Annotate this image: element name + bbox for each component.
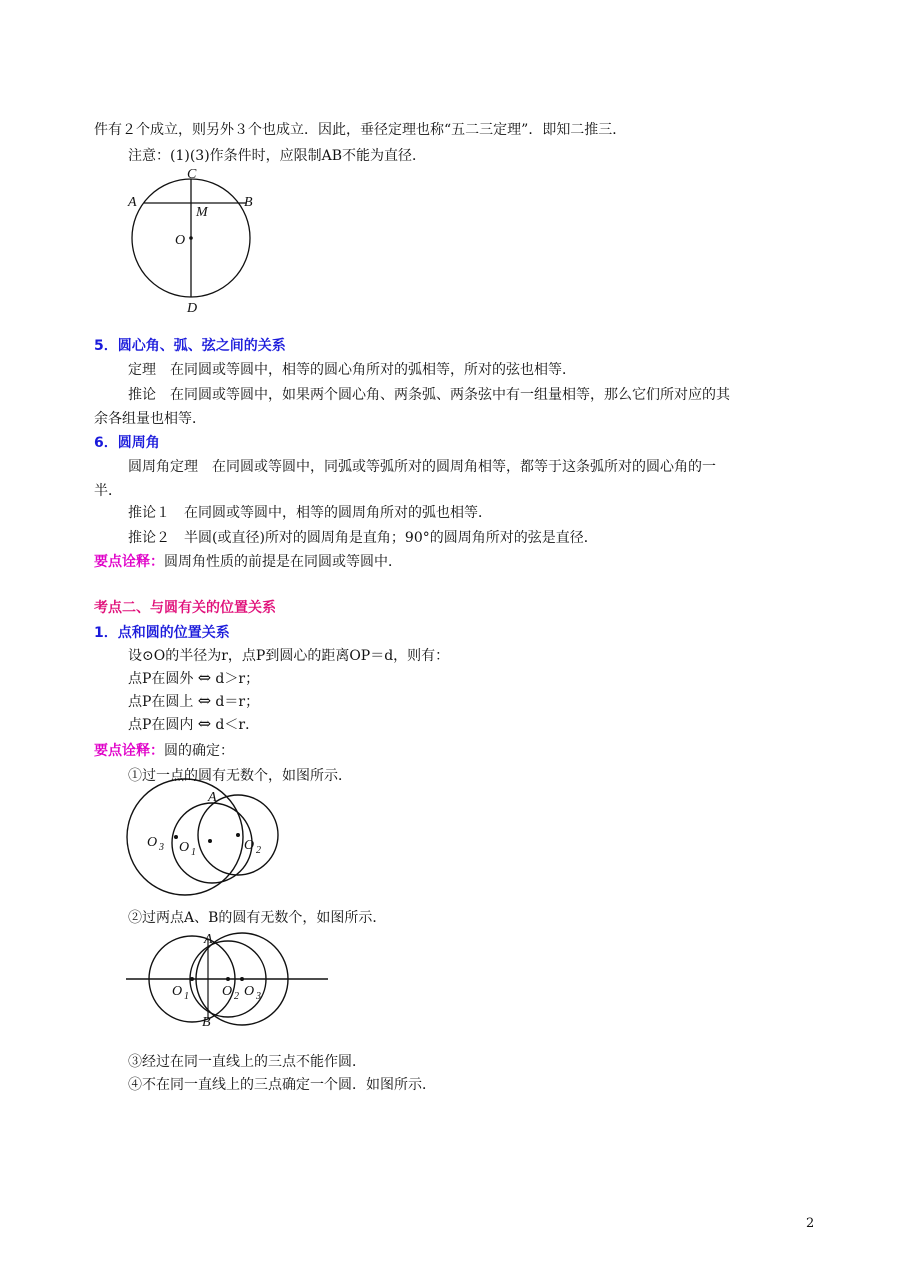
point-inside-line (128, 714, 259, 735)
label-a: A (208, 790, 217, 805)
figure-perpendicular-diameter (120, 160, 270, 320)
label-a: A (128, 195, 137, 210)
center-o1 (190, 977, 194, 981)
item-3: ③经过在同一直线上的三点不能作圆． (128, 1054, 366, 1070)
iff-icon: ⇔ (197, 691, 212, 710)
label-b: B (244, 195, 253, 210)
label-o: O (175, 233, 186, 248)
center-o2 (236, 833, 240, 837)
section-6-corollary-1: 推论１ 在同圆或等圆中，相等的圆周角所对的弧也相等． (128, 505, 492, 521)
key-note-text: 圆周角性质的前提是在同圆或等圆中． (164, 554, 402, 570)
label-o2: O (244, 838, 255, 853)
label-o1-sub: 1 (191, 847, 196, 858)
section-5-theorem: 定理 在同圆或等圆中，相等的圆心角所对的弧相等，所对的弦也相等． (128, 362, 576, 378)
section-6-corollary-2: 推论２ 半圆(或直径)所对的圆周角是直角；90°的圆周角所对的弦是直径． (128, 530, 598, 546)
item-2: ②过两点A、B的圆有无数个，如图所示． (128, 910, 387, 926)
section-6-title: 6．圆周角 (94, 435, 160, 451)
center-o2 (226, 977, 230, 981)
label-o1: O (172, 984, 183, 999)
item-4: ④不在同一直线上的三点确定一个圆．如图所示． (128, 1077, 436, 1093)
page-number: 2 (806, 1216, 815, 1231)
label-o2-sub: 2 (256, 845, 261, 856)
label-o3-sub: 3 (256, 991, 261, 1002)
item-1: ①过一点的圆有无数个，如图所示． (128, 768, 352, 784)
key-note-2 (94, 741, 234, 761)
center-point (189, 236, 193, 240)
label-o3: O (244, 984, 255, 999)
key-note-label: 要点诠释： (94, 743, 164, 759)
label-b: B (202, 1015, 211, 1030)
paragraph-continuation: 件有２个成立，则另外３个也成立．因此，垂径定理也称“五二三定理”．即知二推三． (94, 122, 627, 138)
point-on-line (128, 691, 259, 712)
label-c: C (187, 167, 197, 182)
figure-circles-through-two-points (120, 925, 340, 1030)
exam-point-2-title: 考点二、与圆有关的位置关系 (94, 600, 276, 616)
condition-text: 点P在圆上 (128, 694, 194, 710)
section-5-corollary-cont: 余各组量也相等． (94, 411, 206, 427)
label-o3-sub: 3 (159, 842, 164, 853)
relation-text: d＞r； (215, 671, 260, 687)
section-5-corollary: 推论 在同圆或等圆中，如果两个圆心角、两条弧、两条弦中有一组量相等，那么它们所对应的其 (128, 387, 730, 403)
iff-icon: ⇔ (197, 714, 212, 733)
section-6-theorem: 圆周角定理 在同圆或等圆中，同弧或等弧所对的圆周角相等，都等于这条弧所对的圆心角的一 (128, 459, 716, 475)
label-d: D (187, 301, 198, 316)
label-o2: O (222, 984, 233, 999)
relation-text: d＝r； (215, 694, 260, 710)
key-note-1 (94, 552, 402, 572)
key-note-label: 要点诠释： (94, 554, 164, 570)
key-note-text: 圆的确定： (164, 743, 234, 759)
iff-icon: ⇔ (197, 668, 212, 687)
label-o3: O (147, 835, 158, 850)
center-o3 (174, 835, 178, 839)
relation-text: d＜r． (215, 717, 260, 733)
center-o1 (208, 839, 212, 843)
point-outside-line (128, 668, 259, 689)
label-o1: O (179, 840, 190, 855)
note-line: 注意：(1)(3)作条件时，应限制AB不能为直径． (128, 148, 427, 164)
section-5-title: 5．圆心角、弧、弦之间的关系 (94, 338, 286, 354)
subsection-1-title: 1．点和圆的位置关系 (94, 625, 230, 641)
label-a: A (204, 932, 213, 947)
section-6-theorem-cont: 半． (94, 483, 122, 499)
center-o3 (240, 977, 244, 981)
label-m: M (196, 205, 208, 220)
label-o2-sub: 2 (234, 991, 239, 1002)
condition-text: 点P在圆外 (128, 671, 194, 687)
condition-text: 点P在圆内 (128, 717, 194, 733)
point-circle-intro: 设⊙O的半径为r，点P到圆心的距离OP＝d，则有： (128, 648, 450, 664)
label-o1-sub: 1 (184, 991, 189, 1002)
figure-circles-through-point (120, 785, 290, 895)
